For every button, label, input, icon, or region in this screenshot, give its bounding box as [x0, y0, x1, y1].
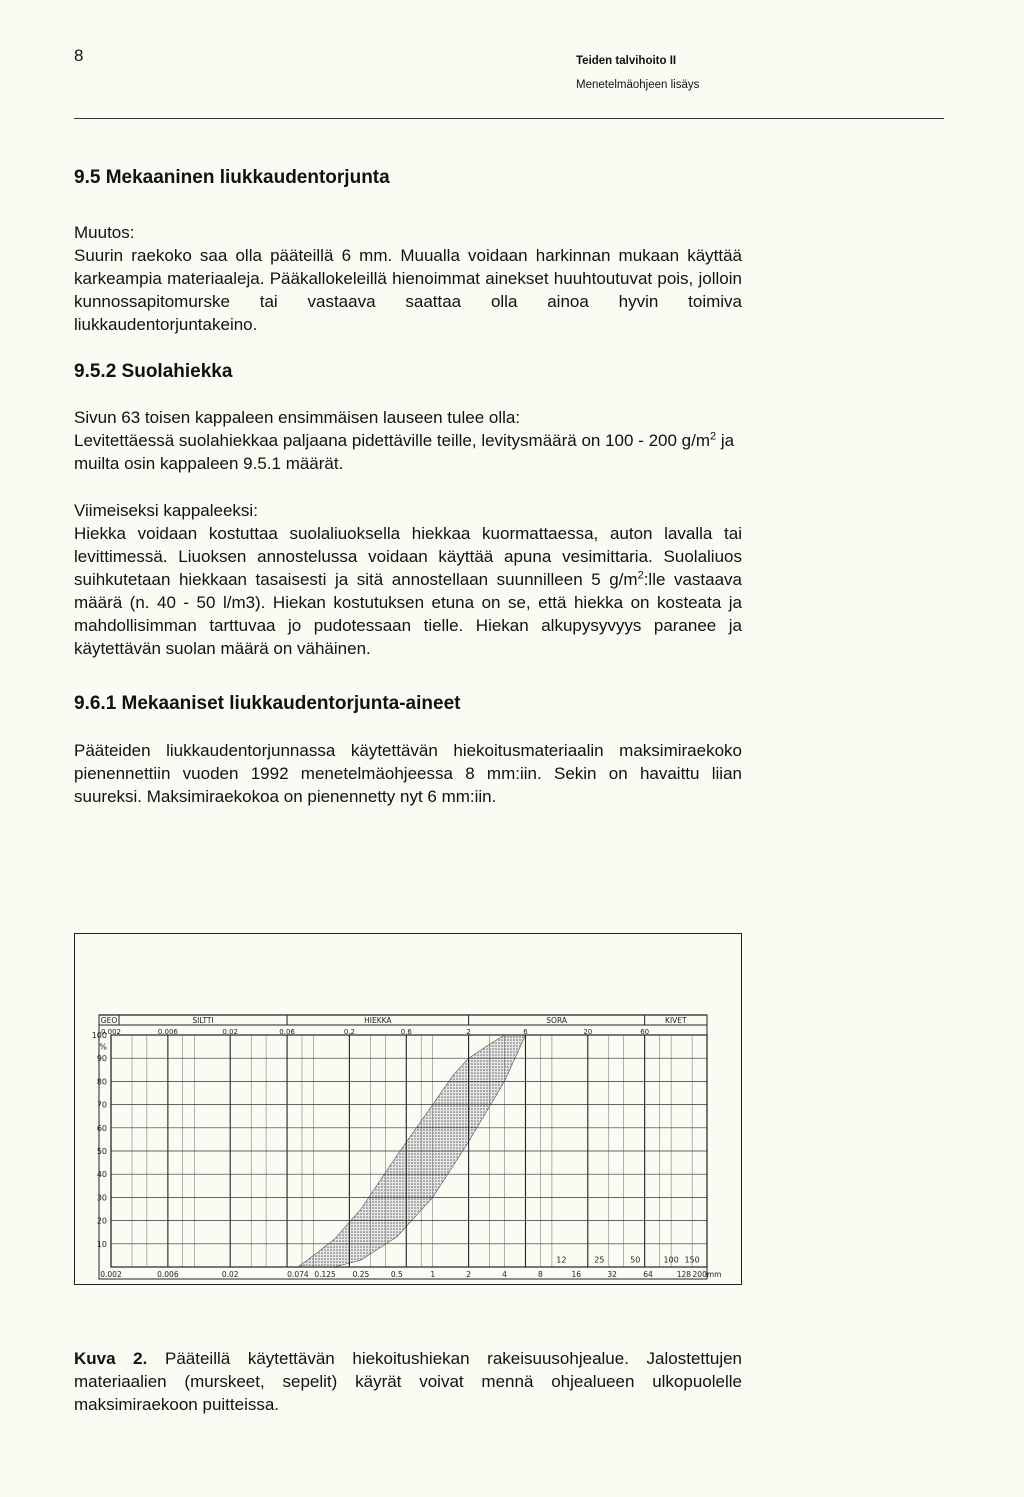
bottom-tick-1: 1 — [430, 1270, 436, 1279]
paragraph-9-5: Suurin raekoko saa olla pääteillä 6 mm. Muualla voidaan harkinnan mukaan käyttää karkeampia materiaaleja. Pääkallokeleillä hienoimmat ainekset huuhtoutuvat pois, jolloin kunnossapitomurske tai vastaava saattaa olla ainoa hyvin toimiva liukkaudentorjuntakeino. — [74, 245, 742, 334]
document-title: Teiden talvihoito II — [576, 55, 677, 67]
class-label-geo: GEO — [100, 1016, 118, 1025]
header-rule — [74, 118, 944, 119]
inline-label-150: 150 — [684, 1255, 700, 1265]
top-tick-60: 60 — [640, 1028, 650, 1036]
y-tick-90: 90 — [96, 1054, 107, 1064]
y-tick-100: 100 — [91, 1031, 107, 1040]
bottom-tick-2: 2 — [466, 1270, 471, 1279]
bottom-tick-16: 16 — [571, 1270, 582, 1279]
bottom-tick-0-02: 0.02 — [221, 1270, 239, 1279]
top-tick-0-02: 0.02 — [222, 1028, 238, 1036]
heading-9-6-1: 9.6.1 Mekaaniset liukkaudentorjunta-aineet — [74, 693, 461, 715]
top-tick-0-6: 0.6 — [400, 1028, 412, 1036]
y-tick-70: 70 — [96, 1100, 107, 1110]
y-tick-50: 50 — [96, 1147, 107, 1156]
bottom-tick-8: 8 — [537, 1270, 543, 1279]
bottom-tick-0-125: 0.125 — [314, 1270, 336, 1279]
paragraph-suolahiekka-2: Hiekka voidaan kostuttaa suolaliuoksella hiekkaa kuormattaessa, auton lavalla tai levittimessä. Liuoksen annostelussa voidaan käyttää apuna vesimittaria. Suolaliuos suihkutetaan hiekkaan tasaisesti ja sitä annostellaan suunnilleen 5 $g/m^2:lle$ vastaava määrä (n. 40 - 50 l/m3). Hiekan kostutuksen etuna on se, että hiekka on kosteata ja mahdollisimman tarttuvaa jo pudotessaan tielle. Hiekan alkupysyvyys paranee ja käytettävän suolan määrä on vähäinen. — [74, 524, 743, 659]
y-tick-20: 20 — [96, 1216, 107, 1226]
bottom-tick-128: 128 — [676, 1270, 692, 1279]
y-axis-label: % — [99, 1042, 107, 1052]
y-tick-10: 10 — [96, 1239, 107, 1249]
y-tick-40: 40 — [96, 1170, 107, 1180]
class-label-hiekka: HIEKKA — [364, 1016, 392, 1025]
grading-chart — [75, 934, 740, 1283]
y-tick-30: 30 — [96, 1193, 107, 1203]
top-tick-0-06: 0.06 — [279, 1028, 295, 1036]
bottom-tick-32: 32 — [607, 1270, 617, 1279]
paragraph-9-6-1: Pääteiden liukkaudentorjunnassa käytettävän hiekoitusmateriaalin maksimiraekoko pienennettiin vuoden 1992 menetelmäohjeessa 8 mm:iin. Sekin on havaittu liian suureksi. Maksimiraekokoa on pienennetty nyt 6 mm:iin. — [74, 741, 742, 807]
inline-label-12: 12 — [556, 1255, 567, 1265]
paragraph-suolahiekka-1: Levitettäessä suolahiekkaa paljaana pidettäville teille, levitysmäärä on 100 - 200 $g/m^2$ ja muilta osin kappaleen 9.5.1 määrät. — [74, 430, 735, 474]
y-tick-60: 60 — [96, 1123, 107, 1133]
top-tick-0-006: 0.006 — [157, 1028, 178, 1036]
top-tick-20: 20 — [583, 1028, 593, 1036]
bottom-tick-0-074: 0.074 — [287, 1270, 309, 1279]
class-label-siltti: SILTTI — [192, 1016, 214, 1025]
bottom-tick-0-002: 0.002 — [100, 1270, 122, 1279]
top-tick-6: 6 — [523, 1028, 528, 1036]
bottom-tick-200mm: 200mm — [692, 1270, 722, 1279]
bottom-tick-0-5: 0.5 — [390, 1270, 403, 1279]
heading-9-5: 9.5 Mekaaninen liukkaudentorjunta — [74, 167, 390, 188]
caption-label: Kuva 2. — [74, 1349, 148, 1368]
label-muutos: Muutos: — [74, 222, 135, 242]
bottom-tick-0-006: 0.006 — [157, 1270, 179, 1279]
inline-label-50: 50 — [630, 1255, 641, 1265]
page-number: 8 — [74, 46, 84, 65]
bottom-tick-0-25: 0.25 — [352, 1270, 370, 1279]
document-subtitle: Menetelmäohjeen lisäys — [576, 79, 700, 91]
bottom-tick-4: 4 — [502, 1270, 507, 1279]
class-label-kivet: KIVET — [665, 1016, 687, 1025]
top-tick-2: 2 — [466, 1028, 471, 1036]
bottom-tick-64: 64 — [643, 1270, 653, 1279]
inline-label-25: 25 — [594, 1255, 605, 1265]
figure-caption — [74, 1347, 742, 1416]
y-tick-80: 80 — [96, 1077, 107, 1087]
heading-9-5-2: 9.5.2 Suolahiekka — [74, 360, 233, 382]
caption-text: Pääteillä käytettävän hiekoitushiekan rakeisuusohjealue. Jalostettujen materiaalien (murskeet, sepelit) käyrät voivat mennä ohjealueen ulkopuolelle maksimiraekoon puitteissa. — [74, 1349, 742, 1414]
top-tick-0-002: 0.002 — [100, 1028, 122, 1036]
paragraph-intro-2: Viimeiseksi kappaleeksi: — [74, 501, 258, 521]
paragraph-intro-1: Sivun 63 toisen kappaleen ensimmäisen lauseen tulee olla: — [74, 408, 521, 428]
top-tick-0-2: 0.2 — [343, 1028, 355, 1036]
page-content — [74, 166, 742, 808]
class-label-sora: SORA — [546, 1016, 567, 1025]
inline-label-100: 100 — [663, 1255, 679, 1265]
figure-frame — [74, 933, 742, 1285]
